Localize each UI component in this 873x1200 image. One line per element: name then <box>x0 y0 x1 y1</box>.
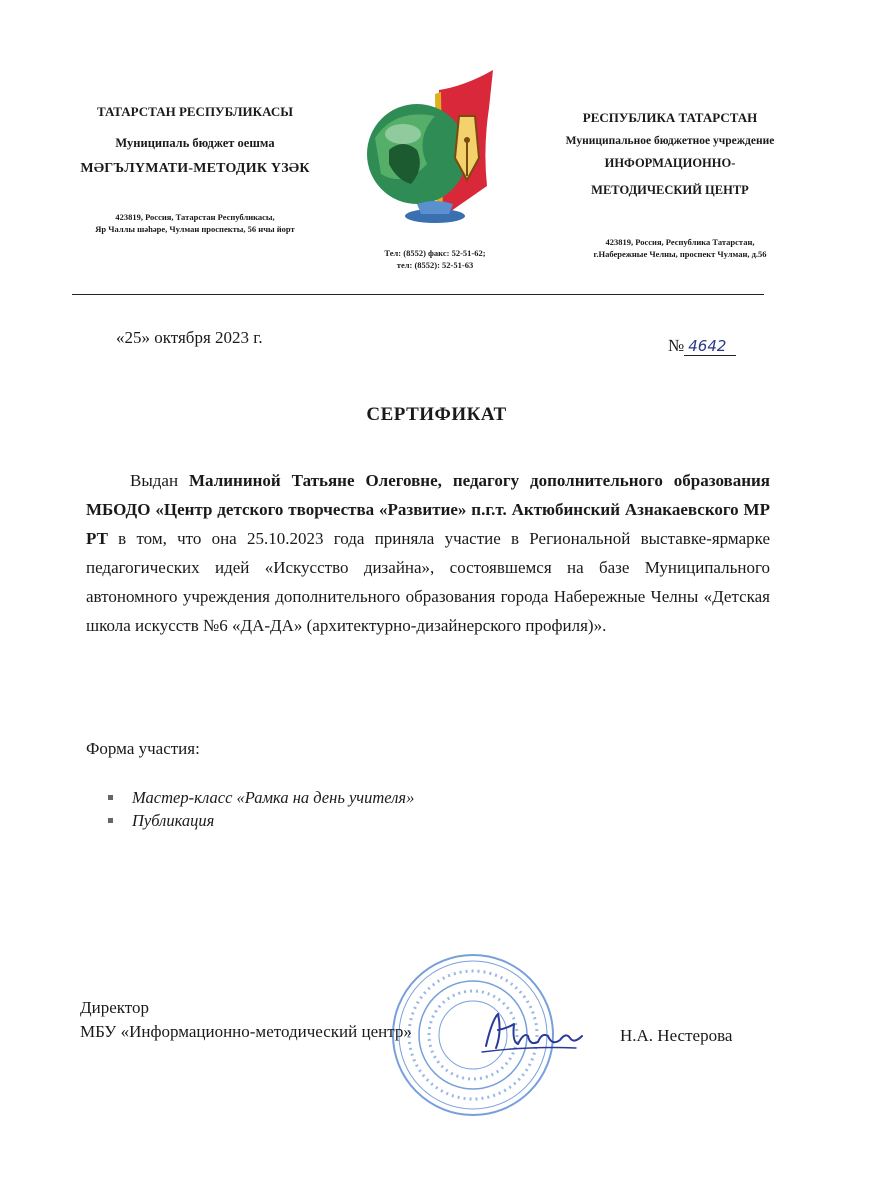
certificate-body <box>86 466 770 640</box>
organization-logo-emblem <box>355 68 515 228</box>
phones-line1: Тел: (8552) факс: 52-51-62; <box>384 248 486 258</box>
header-divider <box>72 294 764 295</box>
header-right-org-name2: МЕТОДИЧЕСКИЙ ЦЕНТР <box>591 183 749 197</box>
header-left-address-line1: 423819, Россия, Татарстан Республикасы, <box>115 212 275 222</box>
header-right-address-line1: 423819, Россия, Республика Татарстан, <box>605 237 755 247</box>
header-left-address-line2: Яр Чаллы шәһәре, Чулман проспекты, 56 нчы йорт <box>95 224 295 234</box>
header-right-org-type: Муниципальное бюджетное учреждение <box>565 135 775 147</box>
document-number <box>668 336 736 356</box>
document-title: СЕРТИФИКАТ <box>366 404 507 425</box>
header-left-org-name: МӘГЪЛҮМАТИ-МЕТОДИК ҮЗӘК <box>80 161 310 176</box>
phones-line2: тел: (8552): 52-51-63 <box>396 260 474 270</box>
participation-item: Мастер-класс «Рамка на день учителя» <box>104 786 414 809</box>
handwritten-signature <box>478 1002 588 1062</box>
header-left-block <box>40 104 350 177</box>
header-left-address <box>40 211 350 235</box>
document-number-prefix: № <box>668 336 685 355</box>
header-right-address <box>555 236 805 260</box>
director-organization: МБУ «Информационно-методический центр» <box>80 1022 412 1041</box>
director-position <box>80 996 412 1044</box>
header-phones <box>350 247 520 271</box>
header-right-block <box>520 110 820 198</box>
participation-item: Публикация <box>104 809 414 832</box>
logo-globe-highlight <box>385 124 421 144</box>
body-recipient: Малининой Татьяне Олеговне, педагогу дополнительного образования МБОДО «Центр детского творчества «Развитие» п.г.т. Актюбинский Азнакаевского МР РТ <box>86 471 770 548</box>
header-right-org-name1: ИНФОРМАЦИОННО- <box>604 156 736 170</box>
header-left-republic: ТАТАРСТАН РЕСПУБЛИКАСЫ <box>97 104 293 119</box>
body-issued: Выдан <box>130 471 189 490</box>
director-name: Н.А. Нестерова <box>620 1026 733 1045</box>
participation-label: Форма участия: <box>86 739 200 758</box>
body-text: в том, что она 25.10.2023 года приняла участие в Региональной выставке-ярмарке педагогических идей «Искусство дизайна», состоявшемся на базе Муниципального автономного учреждения дополнительного образования города Набережные Челны «Детская школа искусств №6 «ДА-ДА» (архитектурно-дизайнерского профиля)». <box>86 529 770 635</box>
participation-list <box>104 786 414 832</box>
header-right-address-line2: г.Набережные Челны, проспект Чулман, д.56 <box>593 249 767 259</box>
header-left-org-type: Муниципаль бюджет оешма <box>115 136 275 150</box>
document-number-value: 4642 <box>684 337 736 356</box>
director-title: Директор <box>80 998 149 1017</box>
header-right-republic: РЕСПУБЛИКА ТАТАРСТАН <box>582 110 758 125</box>
certificate-paragraph <box>86 466 770 640</box>
document-date: «25» октября 2023 г. <box>116 328 263 347</box>
